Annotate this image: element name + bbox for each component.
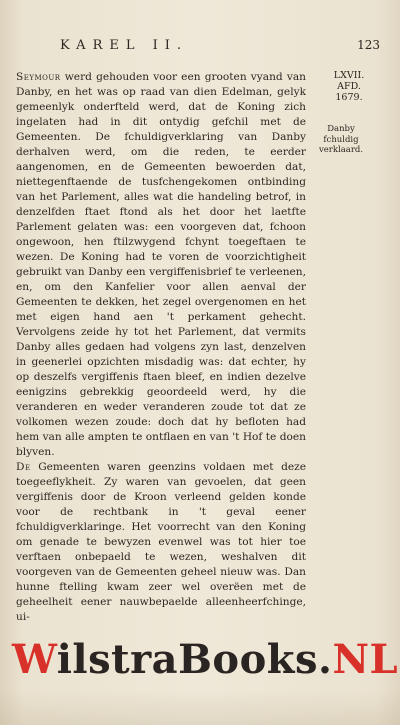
paragraph-text: werd gehouden voor een grooten vyand van Danby, en het was op raad van dien Edelman, gelyk gemeenlyk onderfteld werd, dat de Koning zich ingelaten had in dit ontydig gefchil met de Gemeenten. De fchuldigverklaring van Danby derhalven werd, om die reden, te eerder aangenomen, en de Gemeenten bewoerden dat, niettegenftaende de tusfchengekomen ontbinding van het Parlement, alles wat die handeling betrof, in denzelfden ftaet ftond als het door het laetfte Parlement gelaten was: een voorgeven dat, fchoon ongewoon, hen ftilzwygend fchynt toegeftaen te wezen. De Koning had te voren de voorzichtigheit gebruikt van Danby een vergiffenisbrief te verleenen, en, om den Kanfelier voor allen aenval der Gemeenten te dekken, het zegel overgenomen en het met eigen hand aen 't perkament gehecht. Vervolgens zeide hy tot het Parlement, dat vermits Danby alles gedaen had volgens zyn last, denzelven in geenerlei opzichten misdadig was: dat echter, hy op deszelfs vergiffenis ftaen bleef, en indien dezelve eenigzins gebrekkig geoordeeld werd, hy die veranderen en weder veranderen zoude tot dat ze volkomen wezen zoude: doch dat hy befloten had hem van alle ampten te ontflaen en van 't Hof te doen blyven. [16,71,306,458]
margin-year-block [314,70,384,103]
running-title: KAREL II. [60,38,189,53]
margin-note [310,124,372,156]
paragraph [16,460,306,625]
watermark-part: NL [332,636,399,683]
margin-note-line: verklaard. [318,145,364,155]
watermark-part: ilstraBooks. [56,636,333,683]
page-edge-shade [0,690,400,725]
body-text [16,70,306,625]
margin-year-line: 1679. [335,92,363,103]
margin-note-line: fchuldig [323,134,359,145]
paragraph [16,70,306,460]
paragraph-lead: De [16,461,31,473]
paragraph-lead: Seymour [16,71,61,83]
margin-year-line: AFD. [337,81,361,92]
margin-note-line: Danby [327,124,355,134]
margin-year-line: LXVII. [333,70,365,81]
watermark-part: W [12,636,57,683]
running-header [60,38,380,58]
page-number: 123 [357,38,380,52]
watermark [12,636,399,684]
paragraph-text: Gemeenten waren geenzins voldaen met deze toegeeflykheit. Zy waren van gevoelen, dat geen vergiffenis door de Kroon verleend gelden konde voor de rechtbank in 't geval eener fchuldigverklaringe. Het voorrecht van den Koning om genade te bewyzen evenwel was tot hier toe verftaen onbepaeld te wezen, weshalven dit voorgeven van de Gemeenten geheel nieuw was. Dan hunne ftelling kwam zeer wel overëen met de geheelheit eener nauwbepaelde alleenheerfchinge, ui- [16,461,306,623]
